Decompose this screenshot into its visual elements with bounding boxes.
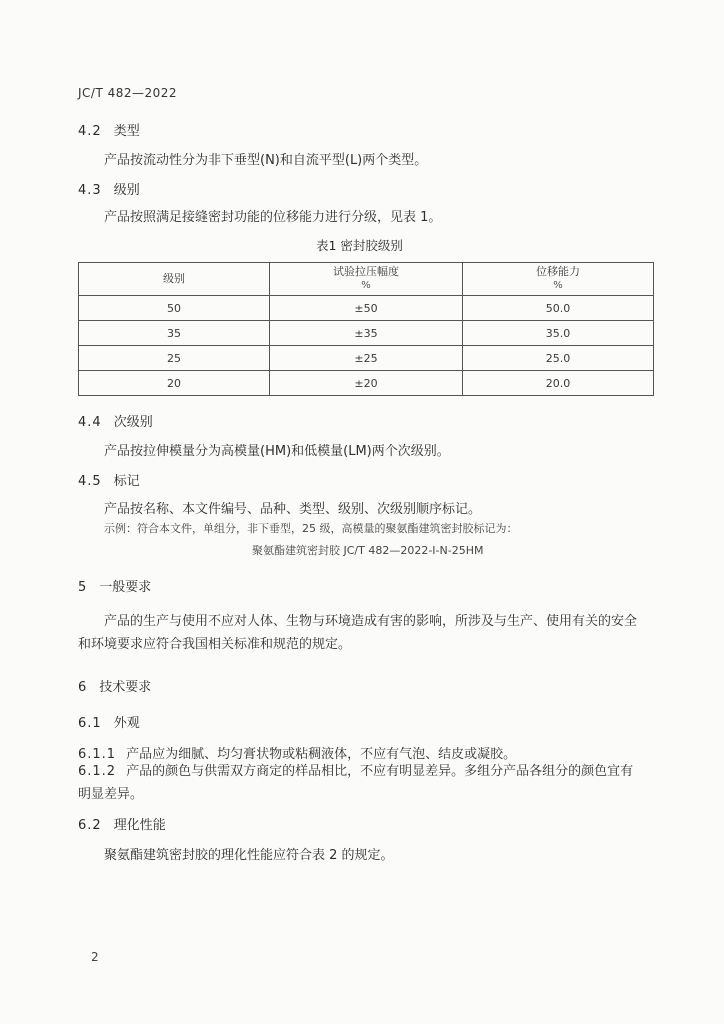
header-grade: 级别 <box>79 263 270 296</box>
section-5-text: 产品的生产与使用不应对人体、生物与环境造成有害的影响，所涉及与生产、使用有关的安全和环境要求应符合我国相关标准和规范的规定。 <box>78 614 638 652</box>
section-title: 外观 <box>113 716 140 731</box>
cell-amplitude: ±20 <box>270 371 463 396</box>
section-6-2-heading <box>78 814 166 833</box>
section-number: 4.2 <box>78 124 102 139</box>
section-4-3-heading <box>78 179 140 198</box>
cell-amplitude: ±25 <box>270 346 463 371</box>
section-number: 4.3 <box>78 183 102 198</box>
section-4-2-text: 产品按流动性分为非下垂型(N)和自流平型(L)两个类型。 <box>104 153 428 168</box>
section-number: 4.4 <box>78 415 102 430</box>
cell-capacity: 25.0 <box>463 346 654 371</box>
section-title: 技术要求 <box>99 680 152 695</box>
section-5-heading <box>78 576 151 595</box>
section-title: 次级别 <box>113 415 153 430</box>
section-6-1-2-text: 产品的颜色与供需双方商定的样品相比，不应有明显差异。多组分产品各组分的颜色宜有明显差异。 <box>78 764 634 802</box>
header-capacity: 位移能力 % <box>463 263 654 296</box>
section-number: 6.1.2 <box>78 764 117 779</box>
table-row <box>79 371 654 396</box>
cell-grade: 50 <box>79 296 270 321</box>
section-6-2-text: 聚氨酯建筑密封胶的理化性能应符合表 2 的规定。 <box>104 848 394 863</box>
table-row <box>79 321 654 346</box>
section-4-3-text: 产品按照满足接缝密封功能的位移能力进行分级，见表 1。 <box>104 210 442 225</box>
section-number: 6.1 <box>78 716 102 731</box>
section-6-1-heading <box>78 712 140 731</box>
section-6-1-2 <box>78 760 644 806</box>
section-4-5-heading <box>78 470 140 489</box>
section-number: 6.1.1 <box>78 747 117 762</box>
section-4-4-text: 产品按拉伸模量分为高模量(HM)和低模量(LM)两个次级别。 <box>104 444 450 459</box>
section-number: 5 <box>78 580 88 595</box>
section-number: 6.2 <box>78 818 102 833</box>
section-title: 级别 <box>113 183 140 198</box>
table-row <box>79 346 654 371</box>
section-title: 类型 <box>113 124 140 139</box>
section-4-2-heading <box>78 120 140 139</box>
section-title: 一般要求 <box>99 580 152 595</box>
page-number: 2 <box>91 950 99 964</box>
section-number: 4.5 <box>78 474 102 489</box>
marking-code: 聚氨酯建筑密封胶 JC/T 482—2022-Ⅰ-N-25HM <box>252 544 484 557</box>
header-capacity-unit: % <box>553 280 563 291</box>
cell-amplitude: ±35 <box>270 321 463 346</box>
grade-table <box>78 262 654 396</box>
header-amplitude: 试验拉压幅度 % <box>270 263 463 296</box>
section-title: 标记 <box>113 474 140 489</box>
header-amplitude-unit: % <box>361 280 371 291</box>
cell-capacity: 50.0 <box>463 296 654 321</box>
table-caption: 表1 密封胶级别 <box>316 238 403 253</box>
section-number: 6 <box>78 680 88 695</box>
section-6-heading <box>78 676 151 695</box>
section-4-4-heading <box>78 411 153 430</box>
section-6-1-1-text: 产品应为细腻、均匀膏状物或粘稠液体，不应有气泡、结皮或凝胶。 <box>126 747 517 762</box>
marking-example: 示例：符合本文件，单组分，非下垂型，25 级，高模量的聚氨酯建筑密封胶标记为： <box>104 522 518 535</box>
table-row <box>79 296 654 321</box>
table-header-row <box>79 263 654 296</box>
cell-grade: 35 <box>79 321 270 346</box>
cell-capacity: 35.0 <box>463 321 654 346</box>
section-title: 理化性能 <box>113 818 166 833</box>
section-4-5-text: 产品按名称、本文件编号、品种、类型、级别、次级别顺序标记。 <box>104 502 482 517</box>
cell-capacity: 20.0 <box>463 371 654 396</box>
document-header: JC/T 482—2022 <box>78 86 178 100</box>
cell-grade: 25 <box>79 346 270 371</box>
cell-grade: 20 <box>79 371 270 396</box>
cell-amplitude: ±50 <box>270 296 463 321</box>
